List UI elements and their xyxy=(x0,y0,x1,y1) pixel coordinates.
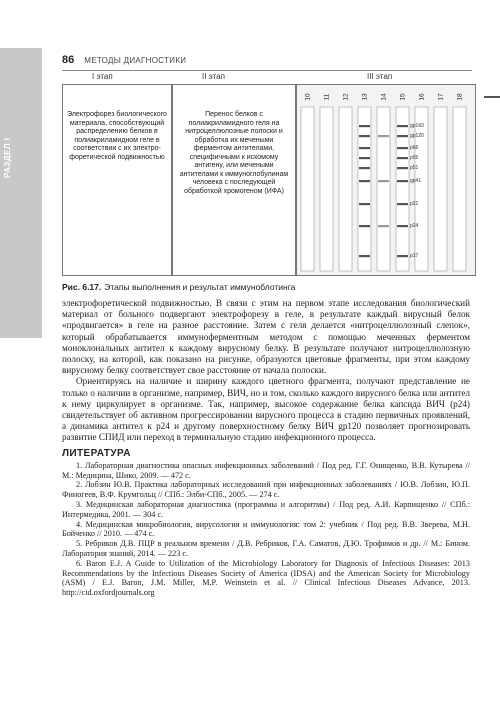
figure-number: Рис. 6.17. xyxy=(62,282,102,292)
blot-column-number: 14 xyxy=(380,93,388,101)
article-body xyxy=(62,298,470,598)
stage-2-description: Перенос белков с полиакриламидного геля на нитроцеллюлозные полоски и обработка их мечеными ферментом антителами, специфичными к искомому антигену, или мечеными антителами к иммуноглобулинам человека с последующей обработкой хромогеном (ИФА) xyxy=(179,111,289,195)
blot-strip xyxy=(320,107,333,271)
protein-label: gp41 xyxy=(410,178,422,184)
protein-label: gp160 xyxy=(410,123,424,129)
stage-1-description: Электрофорез биологического материала, способствующий распределению белков в полиакриламидном геле в соответствии с их электро-форетической подвижностью xyxy=(67,111,167,161)
blot-band xyxy=(378,180,389,182)
blot-band xyxy=(378,225,389,227)
blot-column-number: 18 xyxy=(456,93,464,101)
blot-band xyxy=(397,255,408,257)
blot-drawing xyxy=(297,85,475,275)
blot-band xyxy=(359,157,370,159)
page-header xyxy=(62,53,472,67)
blot-column-number: 11 xyxy=(323,93,331,101)
literature-item: 2. Лобзин Ю.В. Практика лабораторных исследований при инфекционных заболеваниях / Ю.В. Лобзин, Ю.П. Финогеев, В.Ф. Крумгольц // СПб.: Элби-СПб., 2005. — 274 с. xyxy=(62,480,470,500)
blot-strip xyxy=(301,107,314,271)
blot-band xyxy=(397,125,408,127)
blot-strip xyxy=(434,107,447,271)
blot-band xyxy=(359,255,370,257)
blot-column-number: 16 xyxy=(418,93,426,101)
blot-strip xyxy=(415,107,428,271)
blot-band xyxy=(397,225,408,227)
blot-strip xyxy=(339,107,352,271)
body-paragraph-1: электрофоретической подвижностью. В связи с этим на первом этапе исследования биологический материал от больного подвергают электрофорезу в геле, в результате каждый вирусный белок «продвигается» в геле на разное расстояние. Затем с геля делается «нитроцеллюлозный слепок», который обрабатывается иммуноферментным методом с помощью меченных ферментом моноклональных антител к каждому вирусному белку. В результате получают нитроцеллюлозную полоску, на которой, как показано на рисунке, образуются цветовые фрагменты, при этом каждому вирусному белку соответствует свое расстояние от начала полоски. xyxy=(62,298,470,376)
literature-item: 6. Baron E.J. A Guide to Utilization of the Microbiology Laboratory for Diagnosis of Infectious Diseases: 2013 Recommendations by the Infectious Diseases Society of America (IDSA) and the American Society for Microbiology (ASM) / E.J. Baron, J.M. Miller, M.P. Weinstein et al. // Clinical Infectious Diseases Advance, 2013. http://cid.oxfordjournals.org xyxy=(62,558,470,598)
blot-column-number: 10 xyxy=(304,93,312,101)
section-label: РАЗДЕЛ I xyxy=(3,137,12,179)
section-side-tab xyxy=(0,48,42,338)
protein-label: p31 xyxy=(410,201,419,207)
stage-2-label: II этап xyxy=(202,72,225,81)
figure-caption-text: Этапы выполнения и результат иммуноблотинга xyxy=(104,282,296,292)
blot-band xyxy=(397,135,408,137)
blot-band xyxy=(359,180,370,182)
stage-3-blot xyxy=(296,84,476,276)
protein-label: p51 xyxy=(410,165,419,171)
protein-label: gp120 xyxy=(410,133,424,139)
blot-band xyxy=(397,167,408,169)
stage-1-box xyxy=(62,84,172,276)
blot-strip xyxy=(358,107,371,271)
figure-caption xyxy=(62,282,472,292)
blot-band xyxy=(359,135,370,137)
blot-band xyxy=(359,147,370,149)
body-paragraph-2: Ориентируясь на наличие и ширину каждого цветного фрагмента, получают представление не только о наличии в организме, например, ВИЧ, но и том, сколько каждого вирусного белка или антител к нему циркулирует в организме. Так, например, высокое содержание белка капсида ВИЧ (p24) свидетельствует об активном прогрессировании вирусного процесса в стадию первичных проявлений, а динамика антител к p24 и другому поверхностному белку ВИЧ gp120 позволяет прогнозировать развитие СПИД или переход в терминальную стадию инфекционного процесса. xyxy=(62,376,470,443)
blot-column-number: 13 xyxy=(361,93,369,101)
blot-band xyxy=(397,180,408,182)
blot-band xyxy=(397,203,408,205)
blot-band xyxy=(359,225,370,227)
margin-marker xyxy=(484,96,500,98)
literature-item: 1. Лабораторная диагностика опасных инфекционных заболеваний / Под ред. Г.Г. Онищенко, В.В. Кутырева // М.: Медицина, Шико, 2009. — 472 с. xyxy=(62,460,470,480)
blot-column-number: 15 xyxy=(399,93,407,101)
protein-label: p17 xyxy=(410,253,419,259)
blot-band xyxy=(397,157,408,159)
protein-label: p66 xyxy=(410,145,419,151)
literature-item: 4. Медицинская микробиология, вирусология и иммунология: том 2: учебник / Под ред. В.В. Зверева, М.Н. Бойченко // 2010. — 474 с. xyxy=(62,519,470,539)
blot-band xyxy=(359,125,370,127)
blot-band xyxy=(378,135,389,137)
blot-column-number: 12 xyxy=(342,93,350,101)
blot-column-number: 17 xyxy=(437,93,445,101)
page-number: 86 xyxy=(62,54,75,66)
stage-2-box xyxy=(172,84,296,276)
blot-strip xyxy=(396,107,409,271)
stage-3-label: III этап xyxy=(367,72,393,81)
protein-label: p24 xyxy=(410,223,419,229)
stage-1-label: I этап xyxy=(92,72,113,81)
protein-label: p55 xyxy=(410,155,419,161)
running-title: МЕТОДЫ ДИАГНОСТИКИ xyxy=(84,55,187,65)
blot-band xyxy=(359,167,370,169)
literature-heading: ЛИТЕРАТУРА xyxy=(62,447,131,459)
blot-band xyxy=(359,203,370,205)
blot-band xyxy=(397,147,408,149)
blot-strip xyxy=(377,107,390,271)
literature-item: 3. Медицинская лабораторная диагностика (программы и алгоритмы) / Под ред. А.И. Карпищенко // СПб.: Интермедика, 2001. — 304 с. xyxy=(62,500,470,519)
blot-strip xyxy=(453,107,466,271)
literature-item: 5. Ребриков Д.В. ПЦР в реальном времени / Д.В. Ребриков, Г.А. Саматов, Д.Ю. Трофимов и др. // М.: Бином. Лаборатория знаний, 2014. — 223 с. xyxy=(62,539,470,559)
immunoblot-figure xyxy=(62,70,472,276)
